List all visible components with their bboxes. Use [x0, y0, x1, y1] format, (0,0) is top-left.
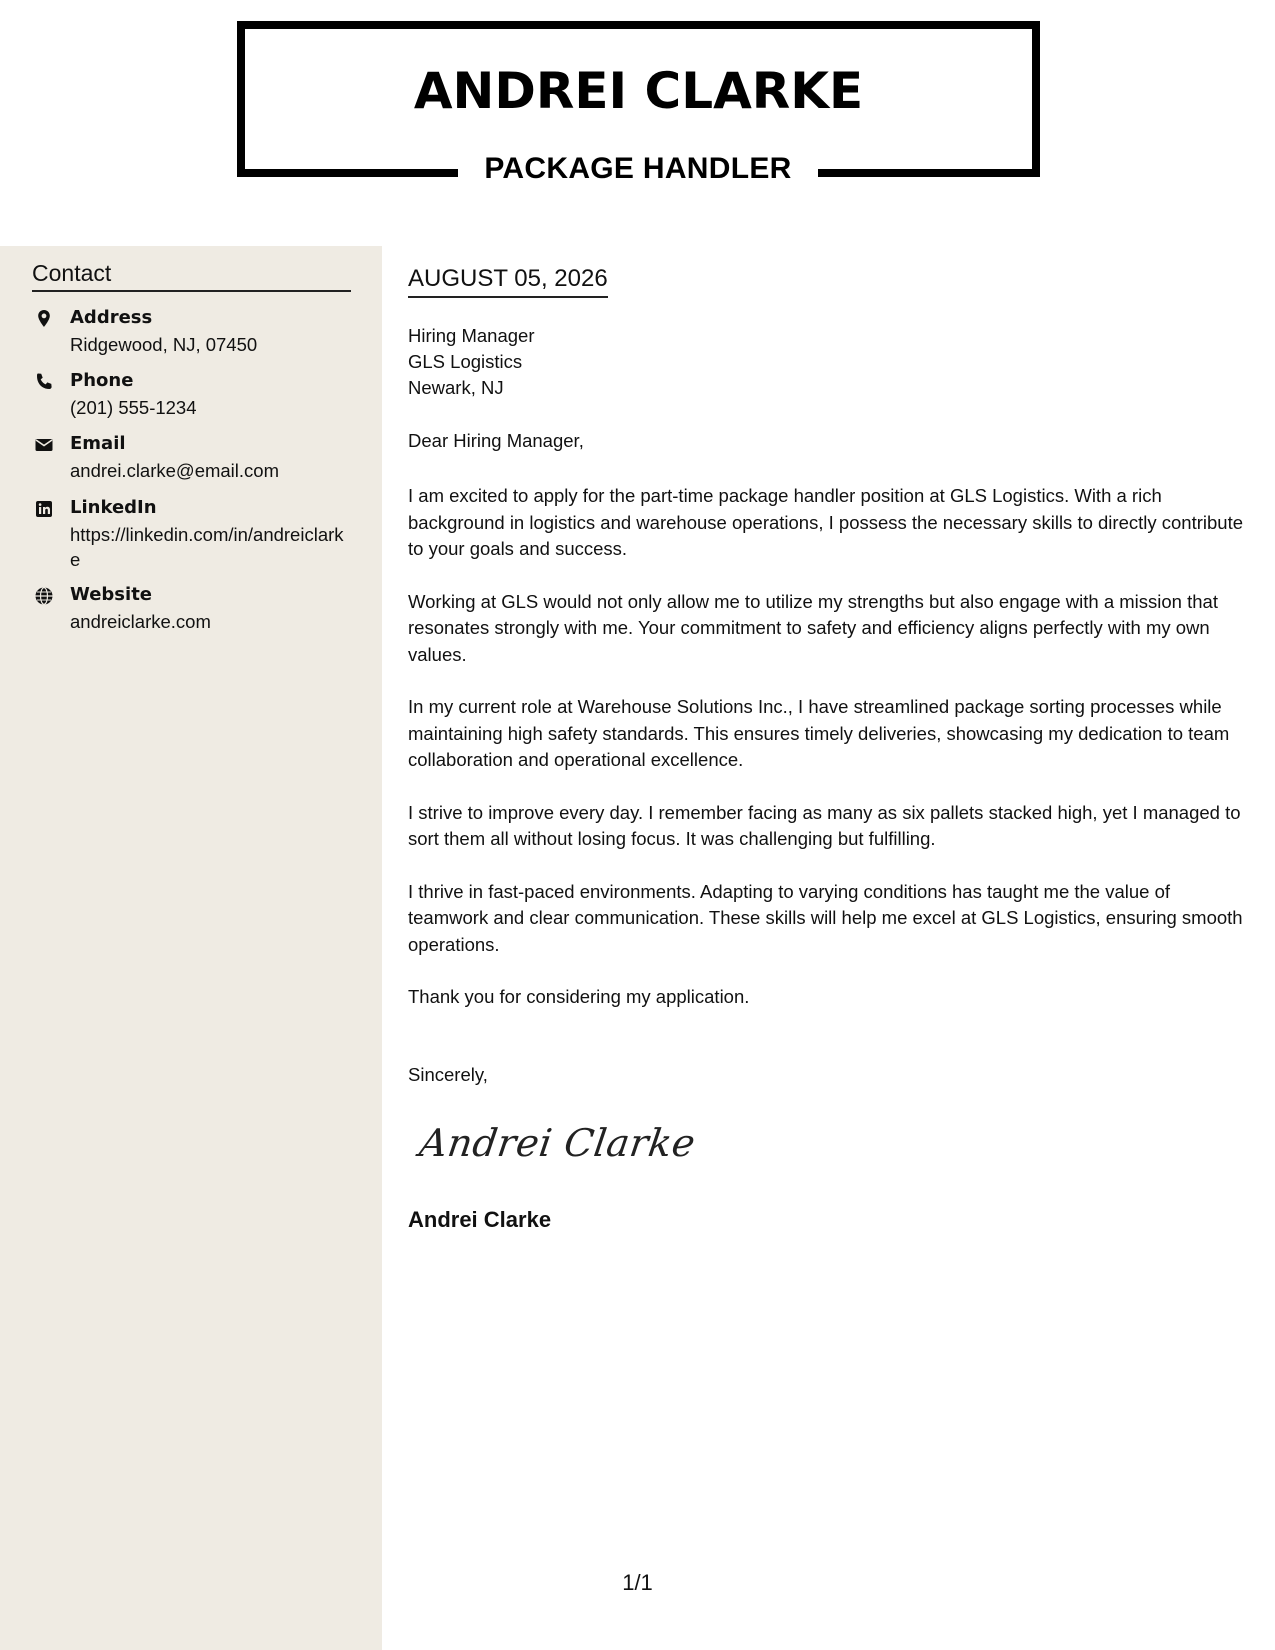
contact-value: andreiclarke.com: [70, 611, 211, 632]
page-number: 1/1: [622, 1570, 653, 1595]
linkedin-icon: [34, 499, 54, 519]
recipient-line: GLS Logistics: [408, 351, 523, 372]
recipient-line: Newark, NJ: [408, 377, 504, 398]
body-paragraph: In my current role at Warehouse Solutions Inc., I have streamlined package sorting processes while maintaining high safety standards. This ensures timely deliveries, showcasing my dedication to team collaboration and operational excellence.: [408, 696, 1230, 770]
contact-label: Address: [70, 307, 153, 328]
phone-icon: [34, 372, 54, 392]
contact-label: Phone: [70, 370, 134, 391]
contact-label: Website: [70, 584, 153, 605]
sidebar: [0, 246, 382, 1650]
signer-name: Andrei Clarke: [408, 1207, 552, 1232]
body-paragraph: I strive to improve every day. I remember facing as many as six pallets stacked high, yet I managed to sort them all without losing focus. It was challenging but fulfilling.: [408, 801, 1241, 849]
contact-heading: Contact: [32, 260, 351, 292]
job-title: PACKAGE HANDLER: [484, 152, 792, 185]
greeting: Dear Hiring Manager,: [408, 430, 584, 451]
envelope-icon: [34, 435, 54, 455]
letter-body: [408, 483, 1253, 1037]
letter-date: AUGUST 05, 2026: [408, 265, 608, 298]
contact-value: (201) 555-1234: [70, 397, 197, 418]
contact-label: LinkedIn: [70, 497, 157, 518]
body-paragraph: Working at GLS would not only allow me to utilize my strengths but also engage with a mission that resonates strongly with me. Your commitment to safety and efficiency aligns perfectly with my own values.: [408, 590, 1218, 665]
contact-value: https://linkedin.com/in/andreiclarke: [70, 524, 344, 570]
body-paragraph: I am excited to apply for the part-time package handler position at GLS Logistics. With a rich background in logistics and warehouse operations, I possess the necessary skills to directly contribute to your goals and success.: [408, 485, 1243, 559]
applicant-name: ANDREI CLARKE: [413, 62, 864, 120]
recipient-block: [408, 323, 534, 401]
contact-label: Email: [70, 433, 126, 454]
map-pin-icon: [34, 309, 54, 329]
globe-icon: [34, 586, 54, 606]
contact-value: andrei.clarke@email.com: [70, 460, 279, 481]
body-paragraph: Thank you for considering my application.: [408, 986, 750, 1007]
contact-value: Ridgewood, NJ, 07450: [70, 334, 258, 355]
signature: Andrei Clarke: [416, 1121, 699, 1165]
recipient-line: Hiring Manager: [408, 325, 535, 346]
closing: Sincerely,: [408, 1064, 488, 1085]
body-paragraph: I thrive in fast-paced environments. Adapting to varying conditions has taught me the value of teamwork and clear communication. These skills will help me excel at GLS Logistics, ensuring smooth operations.: [408, 880, 1243, 955]
